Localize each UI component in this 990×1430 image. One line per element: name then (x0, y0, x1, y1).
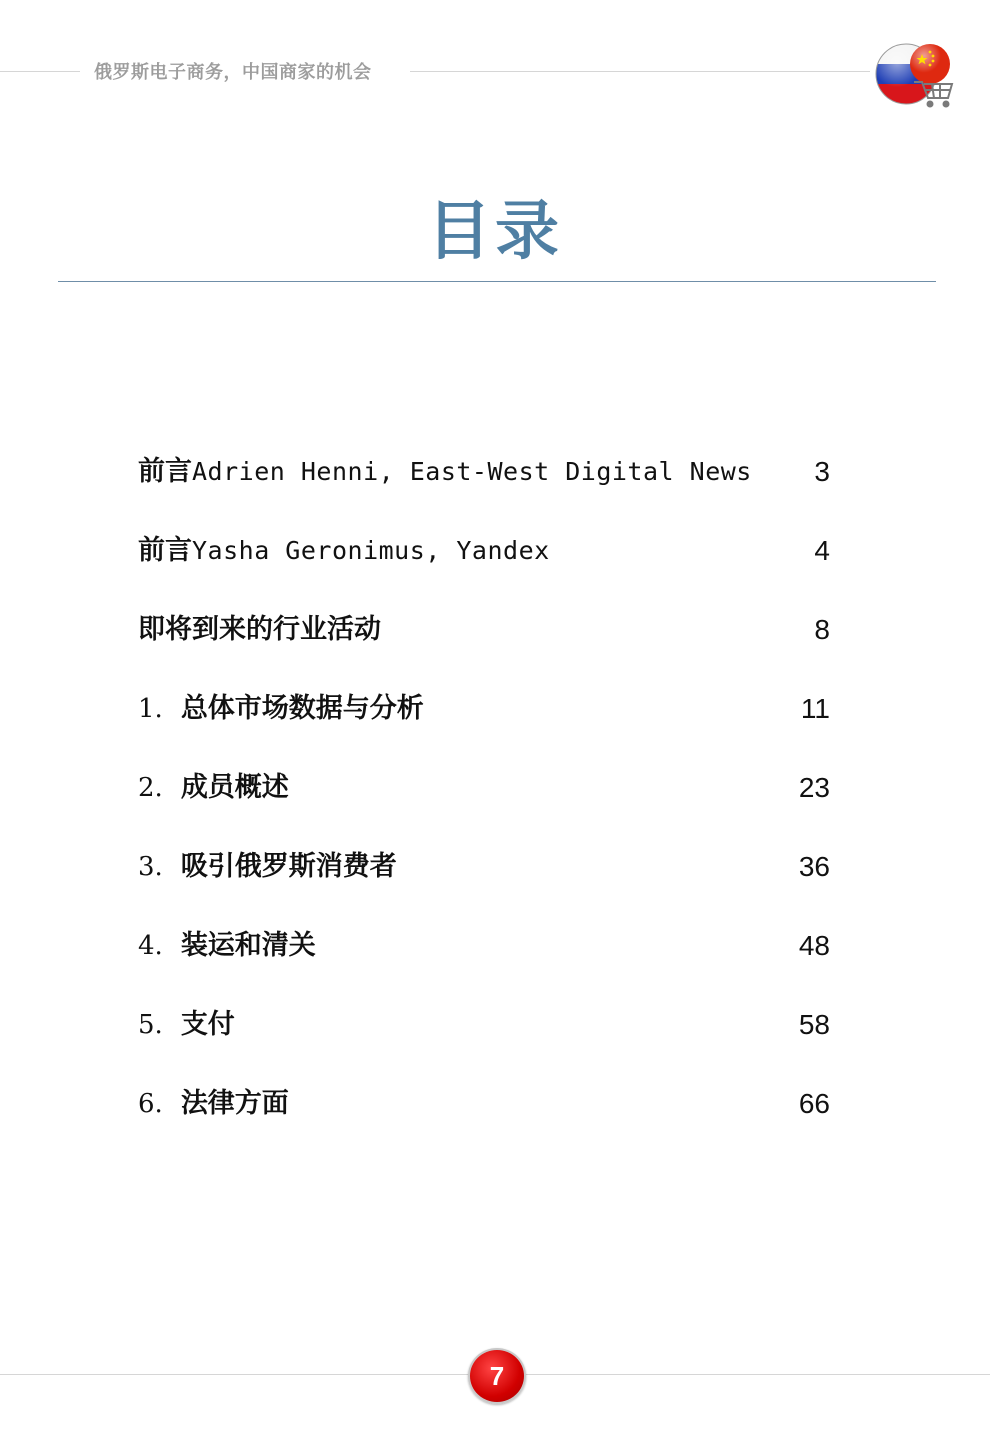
toc-entry-label (138, 924, 316, 968)
toc-entry-label (138, 608, 381, 652)
toc-entry[interactable] (138, 1003, 830, 1082)
page-number-badge: 7 (468, 1348, 526, 1404)
toc-entry-title: 总体市场数据与分析 (180, 693, 424, 724)
toc-entry[interactable] (138, 529, 830, 608)
toc-entry-label (138, 1003, 235, 1047)
toc-entry[interactable] (138, 687, 830, 766)
toc-entry-title: 支付 (180, 1009, 235, 1040)
toc-entry-page: 23 (798, 772, 830, 803)
toc-entry-page: 8 (814, 614, 830, 645)
toc-entry-subtitle: Yasha Geronimus, Yandex (192, 536, 550, 565)
toc-entry-number: 5. (138, 1010, 163, 1040)
toc-entry-subtitle: Adrien Henni, East-West Digital News (192, 457, 752, 486)
toc-entry[interactable] (138, 450, 830, 529)
russia-china-shopping-cart-logo-icon (870, 38, 956, 114)
toc-entry-label (138, 845, 397, 889)
toc-entry-title: 装运和清关 (180, 930, 316, 961)
toc-entry-page: 4 (814, 535, 830, 566)
toc-entry-title: 前言 (138, 535, 192, 566)
toc-entry-number: 3. (138, 852, 163, 882)
toc-entry[interactable] (138, 608, 830, 687)
toc-entry-label (138, 529, 550, 573)
toc-entry-page: 66 (798, 1088, 830, 1119)
toc-entry-page: 3 (814, 456, 830, 487)
toc-entry-number: 4. (138, 931, 163, 961)
table-of-contents (138, 450, 830, 1161)
toc-entry-page: 11 (800, 693, 830, 724)
toc-entry-number: 2. (138, 773, 163, 803)
page-title: 目录 (427, 195, 563, 269)
toc-entry-number: 6. (138, 1089, 163, 1119)
toc-entry-page: 36 (798, 851, 830, 882)
toc-entry[interactable] (138, 924, 830, 1003)
toc-entry-page: 58 (798, 1009, 830, 1040)
toc-entry-title: 法律方面 (180, 1088, 289, 1119)
header-rule-right (410, 71, 870, 72)
toc-entry[interactable] (138, 1082, 830, 1161)
toc-entry-page: 48 (798, 930, 830, 961)
toc-entry-title: 成员概述 (180, 772, 289, 803)
toc-entry-label (138, 687, 424, 731)
toc-entry-label (138, 766, 289, 810)
toc-entry-number: 1. (138, 694, 163, 724)
toc-entry[interactable] (138, 766, 830, 845)
header-rule-left (0, 71, 80, 72)
toc-entry-title: 即将到来的行业活动 (138, 614, 381, 645)
toc-entry-title: 前言 (138, 456, 192, 487)
toc-entry[interactable] (138, 845, 830, 924)
running-header-title: 俄罗斯电子商务，中国商家的机会 (94, 62, 372, 83)
toc-entry-label (138, 1082, 289, 1126)
toc-entry-title: 吸引俄罗斯消费者 (180, 851, 397, 882)
toc-entry-label (138, 450, 752, 494)
title-rule (58, 281, 936, 282)
